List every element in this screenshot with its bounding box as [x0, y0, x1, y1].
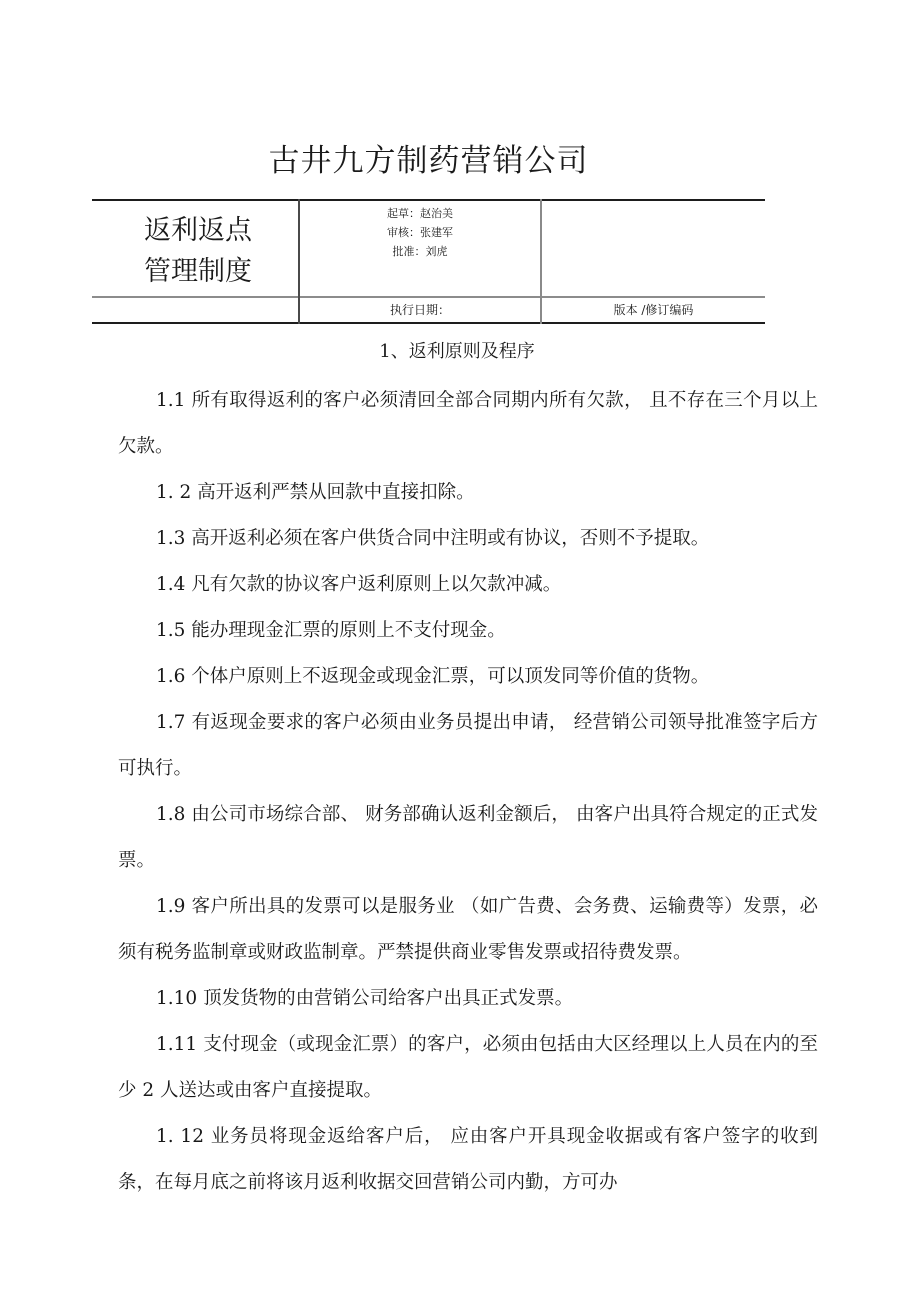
paragraph-1-6: 1.6 个体户原则上不返现金或现金汇票，可以顶发同等价值的货物。 [156, 666, 710, 687]
execution-date-label: 执行日期： [389, 303, 450, 317]
paragraph-1-10: 1.10 顶发货物的由营销公司给客户出具正式发票。 [156, 988, 574, 1009]
table-top-border [92, 199, 765, 201]
signoff-approver: 批准：刘虎 [392, 245, 448, 258]
document-name-line-1: 返利返点 [144, 215, 252, 246]
signoff-reviewer: 审核：张建军 [387, 226, 453, 239]
paragraph-1-12: 1. 12 业务员将现金返给客户后， 应由客户开具现金收据或有客户签字的收到条，在每月底之前将该月返利收据交回营销公司内勤，方可办 [118, 1126, 818, 1193]
signoff-cell [300, 204, 540, 261]
body-text [118, 378, 818, 1206]
version-code-label: 版本 /修订编码 [613, 303, 694, 317]
document-name-line-2: 管理制度 [144, 256, 252, 287]
blank-cell-top-right [542, 204, 765, 294]
section-heading: 1、返利原则及程序 [379, 341, 535, 362]
table-middle-border [92, 296, 765, 298]
paragraph-1-5: 1.5 能办理现金汇票的原则上不支付现金。 [156, 620, 506, 641]
paragraph-1-8: 1.8 由公司市场综合部、 财务部确认返利金额后， 由客户出具符合规定的正式发票。 [118, 804, 818, 871]
paragraph-1-11: 1.11 支付现金（或现金汇票）的客户，必须由包括由大区经理以上人员在内的至少 2 人送达或由客户直接提取。 [118, 1034, 818, 1101]
paragraph-1-2: 1. 2 高开返利严禁从回款中直接扣除。 [156, 482, 475, 503]
paragraph-1-7: 1.7 有返现金要求的客户必须由业务员提出申请， 经营销公司领导批准签字后方可执行。 [118, 712, 818, 779]
table-bottom-border [92, 322, 765, 324]
paragraph-1-4: 1.4 凡有欠款的协议客户返利原则上以欠款冲减。 [156, 574, 562, 595]
paragraph-1-3: 1.3 高开返利必须在客户供货合同中注明或有协议，否则不予提取。 [156, 528, 710, 549]
paragraph-1-9: 1.9 客户所出具的发票可以是服务业 （如广告费、会务费、运输费等）发票，必须有税务监制章或财政监制章。严禁提供商业零售发票或招待费发票。 [118, 896, 818, 963]
blank-cell-bottom-left [100, 299, 296, 321]
company-title: 古井九方制药营销公司 [268, 143, 589, 179]
document-name-cell [100, 206, 296, 296]
signoff-drafter: 起草：赵治美 [387, 207, 453, 220]
paragraph-1-1: 1.1 所有取得返利的客户必须清回全部合同期内所有欠款， 且不存在三个月以上欠款。 [118, 390, 818, 457]
